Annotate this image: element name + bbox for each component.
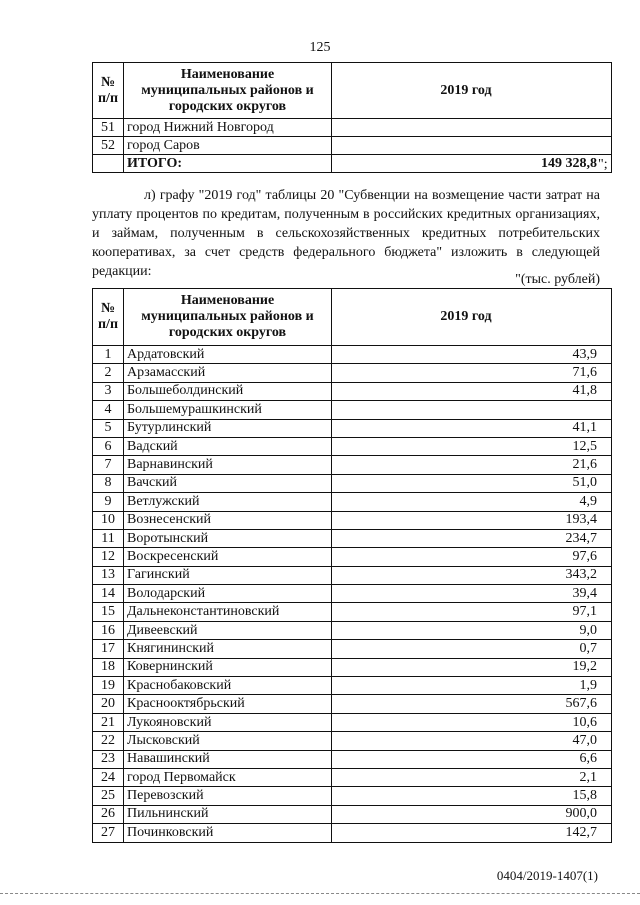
row-num: 23 [93, 750, 124, 768]
table-row [93, 824, 612, 842]
row-num: 14 [93, 585, 124, 603]
table-row [93, 137, 612, 155]
row-value: 900,0 [332, 805, 612, 823]
table-row [93, 640, 612, 658]
table-row [93, 566, 612, 584]
row-name: Большеболдинский [124, 382, 332, 400]
row-name: Бутурлинский [124, 419, 332, 437]
row-name: город Нижний Новгород [124, 119, 332, 137]
row-name: Ардатовский [124, 346, 332, 364]
row-num: 6 [93, 437, 124, 455]
row-num: 17 [93, 640, 124, 658]
row-value: 97,1 [332, 603, 612, 621]
row-name: Воротынский [124, 529, 332, 547]
row-value: 2,1 [332, 768, 612, 786]
row-num: 8 [93, 474, 124, 492]
row-num: 13 [93, 566, 124, 584]
table-row [93, 621, 612, 639]
row-num: 3 [93, 382, 124, 400]
table-row [93, 695, 612, 713]
row-num: 7 [93, 456, 124, 474]
row-value: 41,1 [332, 419, 612, 437]
row-value: 193,4 [332, 511, 612, 529]
table-body [93, 346, 612, 843]
row-value: 51,0 [332, 474, 612, 492]
row-name: Пильнинский [124, 805, 332, 823]
table-row [93, 419, 612, 437]
row-value: 15,8 [332, 787, 612, 805]
row-name: Володарский [124, 585, 332, 603]
total-num-cell [93, 155, 124, 173]
table-row [93, 750, 612, 768]
row-name: Вачский [124, 474, 332, 492]
row-value: 9,0 [332, 621, 612, 639]
table-row [93, 437, 612, 455]
row-num: 19 [93, 677, 124, 695]
row-name: Арзамасский [124, 364, 332, 382]
table-row [93, 732, 612, 750]
column-header-year: 2019 год [332, 289, 612, 346]
column-header-num: № п/п [93, 63, 124, 119]
table-row [93, 346, 612, 364]
table-row [93, 787, 612, 805]
table-row [93, 456, 612, 474]
table-header-row [93, 289, 612, 346]
row-name: Починковский [124, 824, 332, 842]
row-value: 142,7 [332, 824, 612, 842]
row-num: 27 [93, 824, 124, 842]
column-header-name: Наименование муниципальных районов и городских округов [124, 63, 332, 119]
table-row [93, 548, 612, 566]
row-value: 21,6 [332, 456, 612, 474]
row-name: Краснобаковский [124, 677, 332, 695]
table-row [93, 382, 612, 400]
table-continuation [92, 62, 612, 173]
row-num: 51 [93, 119, 124, 137]
row-name: город Первомайск [124, 768, 332, 786]
table-row [93, 401, 612, 419]
row-name: Вадский [124, 437, 332, 455]
row-num: 24 [93, 768, 124, 786]
column-header-year: 2019 год [332, 63, 612, 119]
row-value: 43,9 [332, 346, 612, 364]
subvention-table [92, 288, 612, 843]
row-num: 2 [93, 364, 124, 382]
row-num: 15 [93, 603, 124, 621]
row-value [332, 119, 612, 137]
row-value: 567,6 [332, 695, 612, 713]
table-row [93, 768, 612, 786]
table-header-row [93, 63, 612, 119]
document-code: 0404/2019-1407(1) [496, 868, 598, 883]
row-num: 16 [93, 621, 124, 639]
row-num: 18 [93, 658, 124, 676]
row-name: Вознесенский [124, 511, 332, 529]
table-row [93, 603, 612, 621]
row-value: 4,9 [332, 493, 612, 511]
row-name: Ветлужский [124, 493, 332, 511]
row-name: Ковернинский [124, 658, 332, 676]
row-name: Варнавинский [124, 456, 332, 474]
page-number: 125 [309, 40, 331, 55]
row-value: 71,6 [332, 364, 612, 382]
row-value: 1,9 [332, 677, 612, 695]
row-num: 20 [93, 695, 124, 713]
row-num: 12 [93, 548, 124, 566]
row-num: 52 [93, 137, 124, 155]
row-value: 10,6 [332, 713, 612, 731]
row-value: 234,7 [332, 529, 612, 547]
row-value: 47,0 [332, 732, 612, 750]
closing-quote-mark: "; [598, 157, 608, 172]
row-num: 10 [93, 511, 124, 529]
row-value: 19,2 [332, 658, 612, 676]
table-row [93, 677, 612, 695]
table-row [93, 529, 612, 547]
row-name: Княгининский [124, 640, 332, 658]
row-value: 39,4 [332, 585, 612, 603]
total-label: ИТОГО: [124, 155, 332, 173]
unit-note: "(тыс. рублей) [515, 272, 600, 287]
row-num: 5 [93, 419, 124, 437]
row-num: 26 [93, 805, 124, 823]
row-name: Дивеевский [124, 621, 332, 639]
row-value: 41,8 [332, 382, 612, 400]
table-row [93, 119, 612, 137]
row-value: 6,6 [332, 750, 612, 768]
row-value [332, 401, 612, 419]
row-num: 21 [93, 713, 124, 731]
row-name: Лысковский [124, 732, 332, 750]
row-name: Лукояновский [124, 713, 332, 731]
row-value: 343,2 [332, 566, 612, 584]
table-row [93, 364, 612, 382]
row-num: 4 [93, 401, 124, 419]
row-value: 12,5 [332, 437, 612, 455]
row-value [332, 137, 612, 155]
amendment-paragraph: л) графу "2019 год" таблицы 20 "Субвенции на возмещение части затрат на уплату процентов по кредитам, полученным в российских кредитных организациях, и займам, полученным в сельскохозяйственных кредитных потребительских кооперативах, за счет средств федерального бюджета" изложить в следующей редакции: [92, 188, 600, 279]
row-num: 11 [93, 529, 124, 547]
total-row [93, 155, 612, 173]
row-num: 1 [93, 346, 124, 364]
table-row [93, 585, 612, 603]
row-num: 9 [93, 493, 124, 511]
column-header-num: № п/п [93, 289, 124, 346]
row-name: Воскресенский [124, 548, 332, 566]
column-header-name: Наименование муниципальных районов и городских округов [124, 289, 332, 346]
total-value: 149 328,8 [332, 155, 612, 173]
row-name: Дальнеконстантиновский [124, 603, 332, 621]
row-name: Большемурашкинский [124, 401, 332, 419]
footer-divider [0, 893, 640, 894]
table-row [93, 511, 612, 529]
table-row [93, 474, 612, 492]
row-name: Гагинский [124, 566, 332, 584]
row-value: 97,6 [332, 548, 612, 566]
row-num: 25 [93, 787, 124, 805]
row-num: 22 [93, 732, 124, 750]
row-value: 0,7 [332, 640, 612, 658]
row-name: Навашинский [124, 750, 332, 768]
table-row [93, 493, 612, 511]
row-name: Перевозский [124, 787, 332, 805]
row-name: город Саров [124, 137, 332, 155]
table-row [93, 713, 612, 731]
table-row [93, 805, 612, 823]
row-name: Краснооктябрьский [124, 695, 332, 713]
table-row [93, 658, 612, 676]
